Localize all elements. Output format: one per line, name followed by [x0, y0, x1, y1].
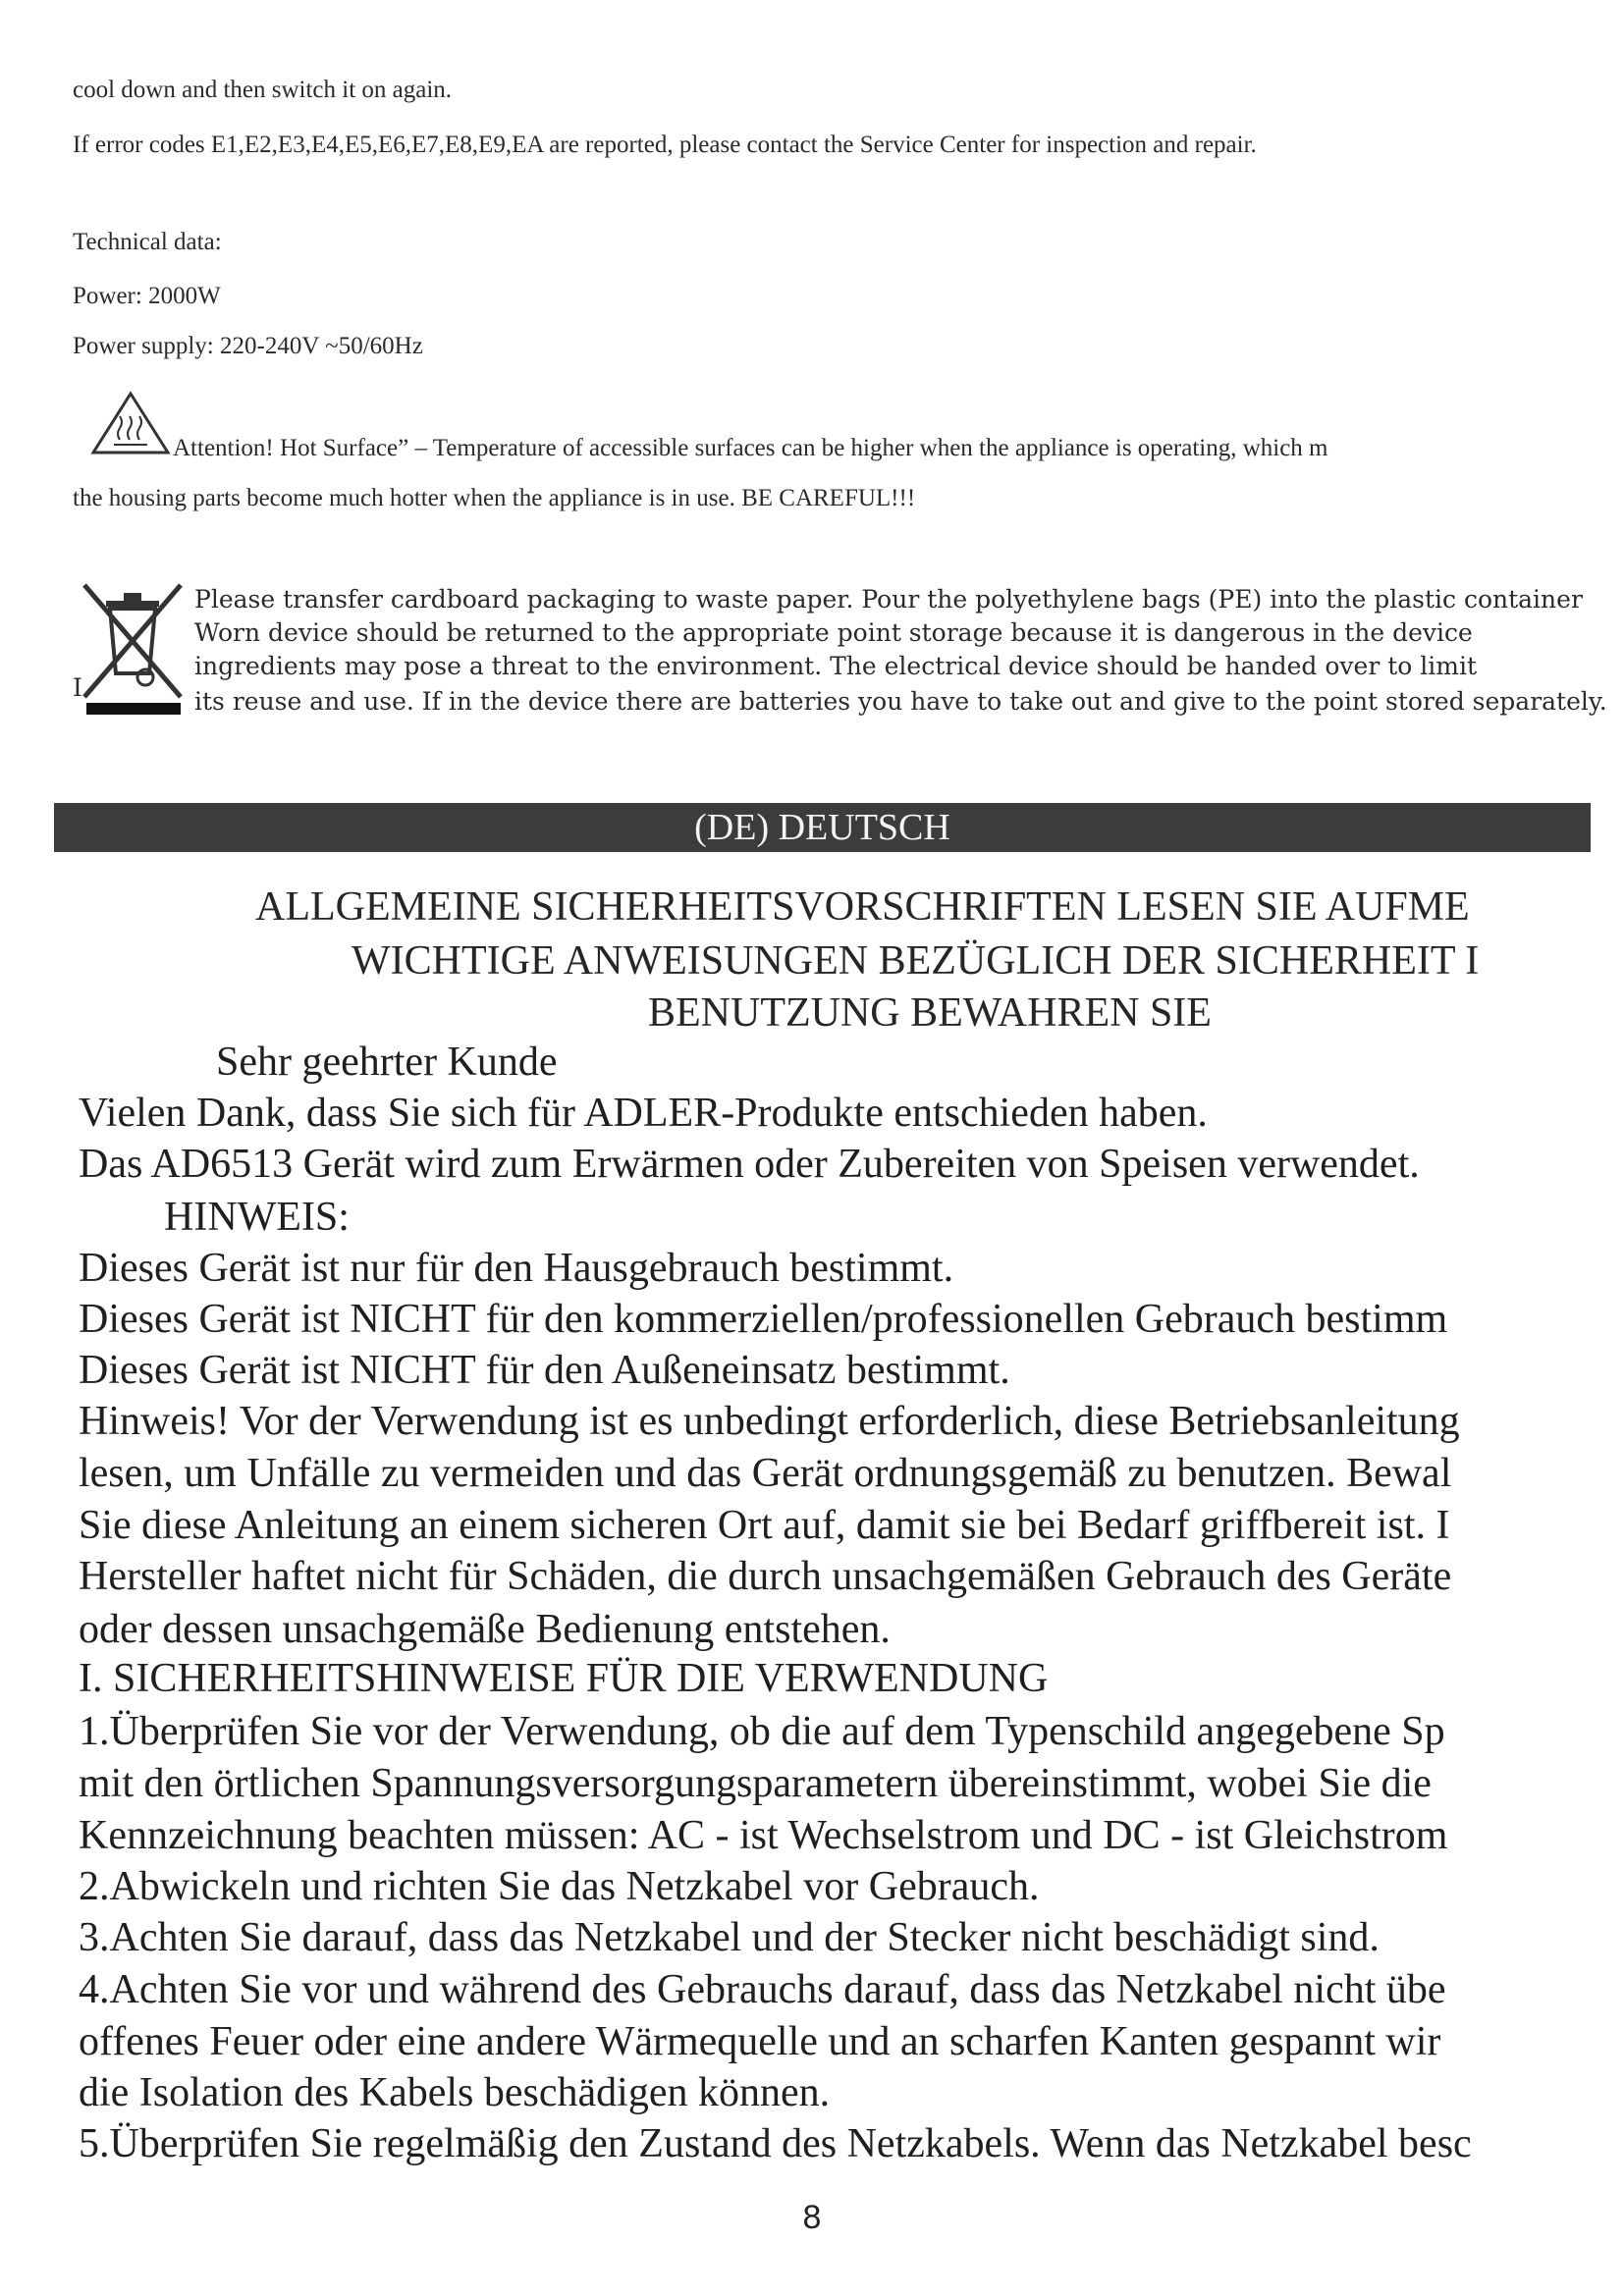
hot-surface-warning-text: Attention! Hot Surface” – Temperature of accessible surfaces can be higher when the appliance is operating, which m [173, 435, 1328, 461]
recycle-text-line: Worn device should be returned to the appropriate point storage because it is dangerous in the device [194, 618, 1473, 647]
de-text-line: 5.Überprüfen Sie regelmäßig den Zustand des Netzkabels. Wenn das Netzkabel besc [79, 2121, 1472, 2166]
de-text-line: Hinweis! Vor der Verwendung ist es unbedingt erforderlich, diese Betriebsanleitung [79, 1399, 1460, 1444]
power-spec: Power: 2000W [73, 283, 221, 309]
hot-surface-warning-text-cont: the housing parts become much hotter when the appliance is in use. BE CAREFUL!!! [73, 485, 916, 511]
de-text-line: die Isolation des Kabels beschädigen können. [79, 2070, 831, 2115]
hot-surface-warning-icon [90, 391, 171, 455]
de-text-line: Dieses Gerät ist nur für den Hausgebrauch bestimmt. [79, 1246, 954, 1291]
de-text-line: lesen, um Unfälle zu vermeiden und das Gerät ordnungsgemäß zu benutzen. Bewal [79, 1451, 1452, 1496]
recycle-text-line: its reuse and use. If in the device there are batteries you have to take out and give to the point stored separately. [194, 687, 1607, 716]
weee-crossed-bin-icon [79, 579, 187, 719]
de-heading-line: BENUTZUNG BEWAHREN SIE [648, 990, 1212, 1036]
de-text-line: Das AD6513 Gerät wird zum Erwärmen oder Zubereiten von Speisen verwendet. [79, 1142, 1420, 1187]
de-text-line: Dieses Gerät ist NICHT für den kommerziellen/professionellen Gebrauch bestimm [79, 1297, 1448, 1342]
en-text-line: cool down and then switch it on again. [73, 77, 453, 103]
de-greeting: Sehr geehrter Kunde [216, 1040, 558, 1085]
de-text-line: Kennzeichnung beachten müssen: AC - ist Wechselstrom und DC - ist Gleichstrom [79, 1813, 1448, 1858]
recycle-marker: I [73, 673, 82, 702]
power-supply-spec: Power supply: 220-240V ~50/60Hz [73, 333, 423, 359]
de-text-line: oder dessen unsachgemäße Bedienung entstehen. [79, 1607, 891, 1652]
de-text-line: 4.Achten Sie vor und während des Gebrauchs darauf, dass das Netzkabel nicht übe [79, 1967, 1446, 2012]
de-text-line: Vielen Dank, dass Sie sich für ADLER-Produkte entschieden haben. [79, 1091, 1208, 1136]
de-text-line: 1.Überprüfen Sie vor der Verwendung, ob die auf dem Typenschild angegebene Sp [79, 1709, 1445, 1754]
recycle-text-line: ingredients may pose a threat to the environment. The electrical device should be handed over to limit [194, 652, 1477, 680]
de-text-line: offenes Feuer oder eine andere Wärmequelle und an scharfen Kanten gespannt wir [79, 2019, 1441, 2064]
de-hinweis-label: HINWEIS: [164, 1195, 350, 1240]
de-heading-line: ALLGEMEINE SICHERHEITSVORSCHRIFTEN LESEN SIE AUFME [255, 884, 1470, 930]
de-text-line: 3.Achten Sie darauf, dass das Netzkabel und der Stecker nicht beschädigt sind. [79, 1915, 1380, 1960]
language-section-banner: (DE) DEUTSCH [54, 803, 1591, 852]
de-heading-line: WICHTIGE ANWEISUNGEN BEZÜGLICH DER SICHERHEIT I [352, 938, 1480, 984]
recycle-text-line: Please transfer cardboard packaging to waste paper. Pour the polyethylene bags (PE) into the plastic container [194, 585, 1583, 614]
en-error-codes-line: If error codes E1,E2,E3,E4,E5,E6,E7,E8,E9,EA are reported, please contact the Service Center for inspection and repair. [73, 132, 1257, 158]
page-number: 8 [802, 2199, 822, 2236]
de-text-line: Hersteller haftet nicht für Schäden, die durch unsachgemäßen Gebrauch des Geräte [79, 1554, 1452, 1599]
de-section-heading: I. SICHERHEITSHINWEISE FÜR DIE VERWENDUNG [79, 1656, 1049, 1701]
de-text-line: mit den örtlichen Spannungsversorgungsparametern übereinstimmt, wobei Sie die [79, 1761, 1432, 1806]
de-text-line: 2.Abwickeln und richten Sie das Netzkabel vor Gebrauch. [79, 1864, 1040, 1909]
de-text-line: Dieses Gerät ist NICHT für den Außeneinsatz bestimmt. [79, 1348, 1010, 1393]
de-text-line: Sie diese Anleitung an einem sicheren Ort auf, damit sie bei Bedarf griffbereit ist. I [79, 1503, 1450, 1548]
technical-data-title: Technical data: [73, 229, 222, 255]
